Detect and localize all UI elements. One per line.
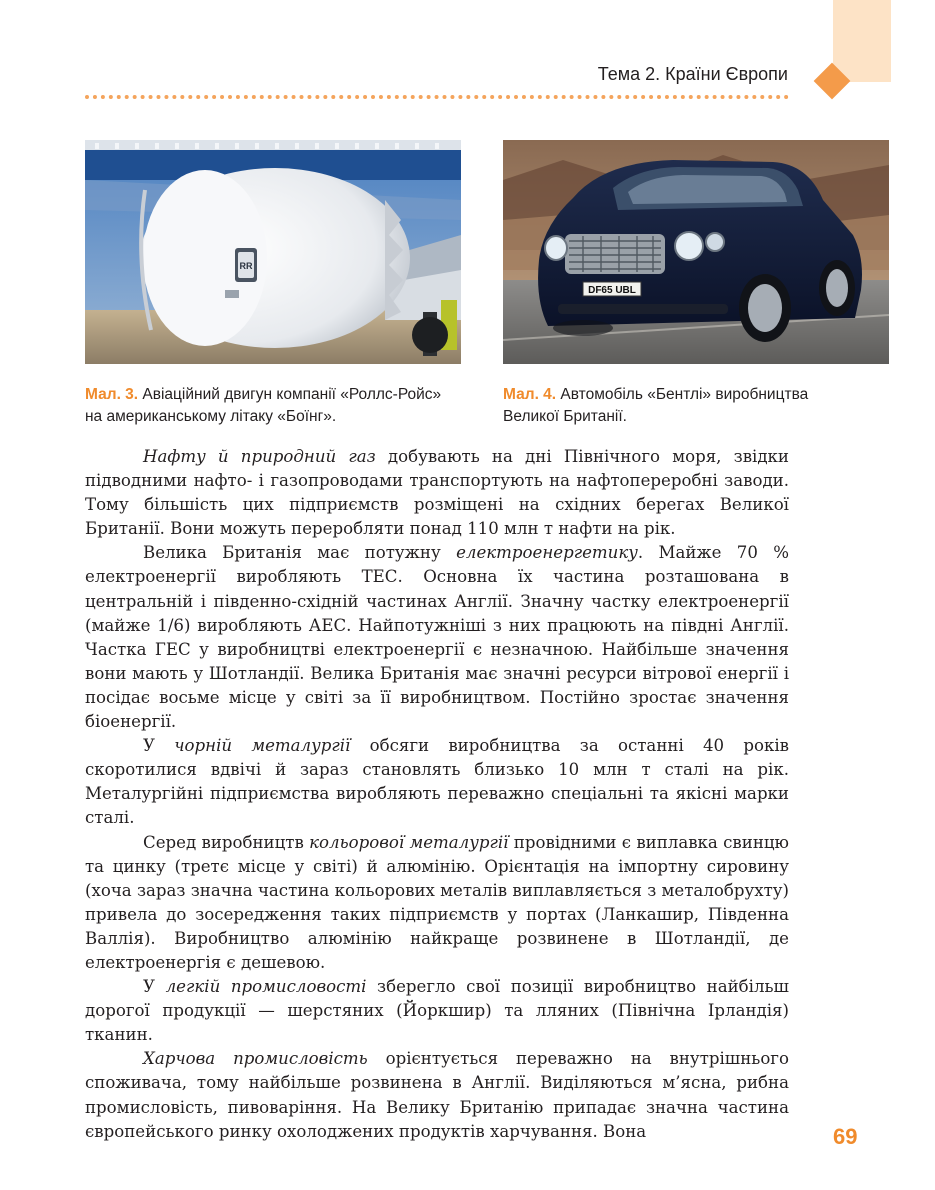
paragraph-text: зберегло свої позиції виробництво найбільш дорогої продукції — шерстяних (Йоркшир) та лляних (Північна Ірландія) тканин. xyxy=(85,977,789,1045)
paragraph-oil-gas xyxy=(85,445,789,541)
chapter-title: Тема 2. Країни Європи xyxy=(597,64,788,84)
term: чорній металургії xyxy=(174,736,351,756)
figure-4-text: Автомобіль «Бентлі» виробництва Великої Британії. xyxy=(503,386,809,425)
term: кольорової металургії xyxy=(309,832,509,852)
figure-3-caption xyxy=(85,384,445,428)
body-text xyxy=(85,445,789,1144)
paragraph-text: орієнтується переважно на внутрішнього споживача, тому найбільше розвинена в Англії. Виділяються м’ясна, рибна промисловість, пивоваріння. На Велику Британію припадає значна частина європейського ринку охолоджених продуктів харчування. Вона xyxy=(85,1049,789,1141)
header-divider xyxy=(85,95,789,99)
figure-3-label: Мал. 3. xyxy=(85,386,139,403)
paragraph-text: обсяги виробництва за останні 40 років скоротилися вдвічі й зараз становлять близько 10 млн т сталі на рік. Металургійні підприємства виробляють переважно спеціальні та якісні марки сталі. xyxy=(85,736,789,828)
paragraph-text: . Майже 70 % електроенергії виробляють ТЕС. Основна їх частина розташована в центральній і південно-східній частинах Англії. Значну частку електроенергії (майже 1/6) виробляють АЕС. Найпотужніші з них працюють на півдні Англії. Частка ГЕС у виробництві електроенергії є незначною. Найбільше значення вони мають у Шотландії. Велика Британія має значні ресурси вітрової енергії і посідає восьме місце у світі за її виробництвом. Постійно зростає значення біоенергії. xyxy=(85,543,789,732)
corner-tab xyxy=(833,0,891,82)
paragraph-light-industry xyxy=(85,975,789,1047)
paragraph-text: провідними є виплавка свинцю та цинку (третє місце у світі) й алюмінію. Орієнтація на імпортну сировину (хоча зараз значна частина кольорових металів виплавляється з металобрухту) привела до зосередження таких підприємств у портах (Ланкашир, Південна Валлія). Виробництво алюмінію найкраще розвинене в Шотландії, де електроенергія є дешевою. xyxy=(85,832,790,972)
page-number: 69 xyxy=(833,1124,858,1149)
term: електроенергетику xyxy=(456,543,638,563)
paragraph-text: Велика Британія має потужну xyxy=(143,543,457,563)
paragraph-text: Серед виробництв xyxy=(143,832,310,852)
license-plate: DF65 UBL xyxy=(588,285,636,296)
car-photo xyxy=(503,140,889,364)
term: Харчова промисловість xyxy=(143,1049,368,1069)
paragraph-ferrous-metallurgy xyxy=(85,734,789,830)
paragraph-text: У xyxy=(143,977,166,997)
engine-photo xyxy=(85,140,461,364)
figure-3-text: Авіаційний двигун компанії «Роллс-Ройс» на американському літаку «Боїнг». xyxy=(85,386,442,425)
figure-4-caption xyxy=(503,384,863,428)
paragraph-nonferrous-metallurgy xyxy=(85,831,789,976)
paragraph-text: добувають на дні Північного моря, звідки підводними нафто- і газопроводами транспортують на нафтопереробні заводи. Тому більшість цих підприємств розміщені на східних берегах Великої Британії. Вони можуть переробляти понад 110 млн т нафти на рік. xyxy=(85,447,789,539)
term: Нафту й природний газ xyxy=(143,447,376,466)
figure-4-label: Мал. 4. xyxy=(503,386,557,403)
paragraph-text: У xyxy=(143,736,175,756)
term: легкій промисловості xyxy=(165,977,367,997)
paragraph-electricity xyxy=(85,541,789,734)
rolls-royce-logo: RR xyxy=(239,261,253,271)
paragraph-food-industry xyxy=(85,1047,789,1143)
